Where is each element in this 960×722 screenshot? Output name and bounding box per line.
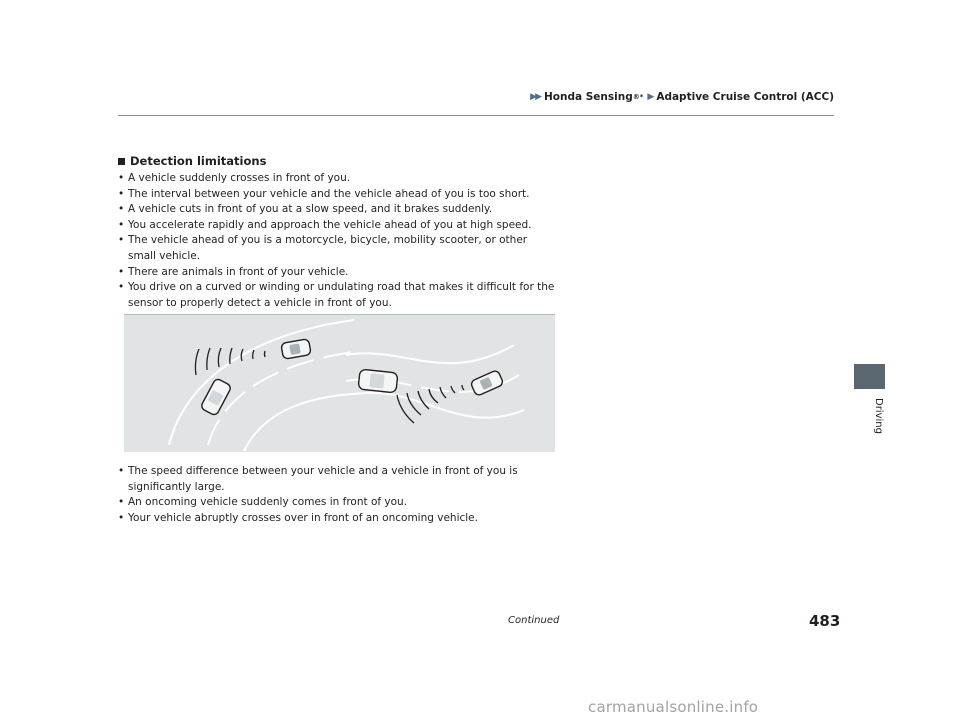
list-item: • Your vehicle abruptly crosses over in front of an oncoming vehicle. <box>118 511 558 527</box>
vehicle-top-left <box>281 339 311 360</box>
continued-label: Continued <box>508 615 560 626</box>
list-item: • A vehicle cuts in front of you at a slow speed, and it brakes suddenly. <box>118 202 558 218</box>
road-diagram <box>124 315 555 452</box>
section-title <box>118 154 558 168</box>
list-item: • The vehicle ahead of you is a motorcycle, bicycle, mobility scooter, or other small vehicle. <box>118 233 558 264</box>
curved-road-illustration <box>124 314 555 452</box>
list-item: • A vehicle suddenly crosses in front of you. <box>118 171 558 187</box>
radar-beam-right <box>397 385 464 423</box>
square-bullet-icon <box>118 158 125 165</box>
list-item: • There are animals in front of your vehicle. <box>118 265 558 281</box>
watermark: carmanualsonline.info <box>588 698 759 716</box>
section-title-text: Detection limitations <box>130 154 267 168</box>
breadcrumb-superscript: ®* <box>632 93 644 101</box>
arrow-icon: ▶ <box>647 92 653 102</box>
header-divider <box>118 115 834 116</box>
list-item: • An oncoming vehicle suddenly comes in front of you. <box>118 495 558 511</box>
vehicle-center <box>358 369 398 393</box>
list-item: • The speed difference between your vehicle and a vehicle in front of you is significantly large. <box>118 464 558 495</box>
list-item: • You accelerate rapidly and approach the vehicle ahead of you at high speed. <box>118 218 558 234</box>
page-number: 483 <box>809 612 841 630</box>
breadcrumb <box>530 91 834 103</box>
vehicle-right <box>470 370 504 397</box>
list-item: • The interval between your vehicle and the vehicle ahead of you is too short. <box>118 187 558 203</box>
radar-beam-left <box>195 348 265 375</box>
chapter-tab[interactable] <box>854 364 885 389</box>
additional-limitations <box>118 464 558 526</box>
list-item: • You drive on a curved or winding or undulating road that makes it difficult for the sensor to properly detect a vehicle in front of you. <box>118 280 558 311</box>
limitations-list <box>118 171 558 311</box>
limitations-list-2 <box>118 464 558 526</box>
chapter-tab-label: Driving <box>873 398 884 434</box>
detection-limitations-section <box>118 154 558 311</box>
breadcrumb-honda-sensing[interactable]: Honda Sensing <box>544 91 633 103</box>
breadcrumb-acc[interactable]: Adaptive Cruise Control (ACC) <box>656 91 834 103</box>
double-arrow-icon: ▶▶ <box>530 92 540 102</box>
